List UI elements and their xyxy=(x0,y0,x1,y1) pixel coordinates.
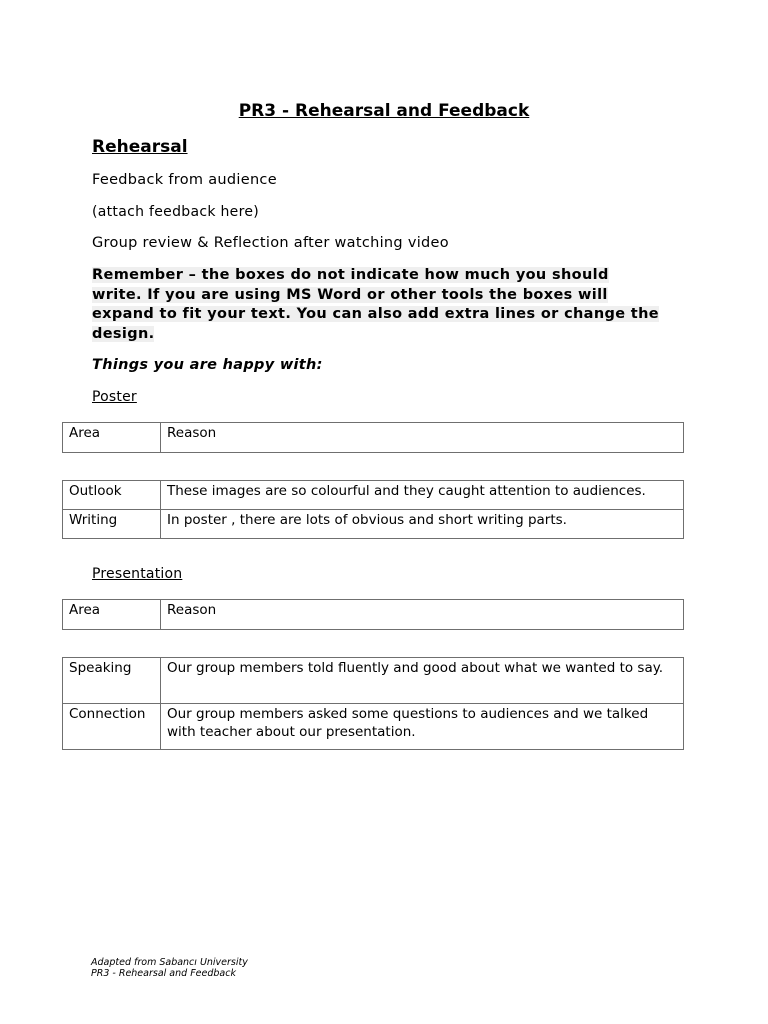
remember-note xyxy=(92,266,692,344)
footer-doc-title: PR3 - Rehearsal and Feedback xyxy=(91,968,236,979)
reason-cell: In poster , there are lots of obvious and short writing parts. xyxy=(161,510,684,539)
poster-table xyxy=(62,480,684,539)
presentation-table xyxy=(62,657,684,750)
feedback-label: Feedback from audience xyxy=(92,172,277,188)
table-row xyxy=(63,481,684,510)
page-title: PR3 - Rehearsal and Feedback xyxy=(238,101,530,121)
reason-cell: Our group members told fluently and good about what we wanted to say. xyxy=(161,658,684,704)
reason-header: Reason xyxy=(161,600,684,630)
area-cell: Connection xyxy=(63,704,161,750)
remember-line: expand to fit your text. You can also add extra lines or change the xyxy=(92,306,659,322)
area-cell: Writing xyxy=(63,510,161,539)
poster-label: Poster xyxy=(92,389,137,405)
table-row xyxy=(63,600,684,630)
area-cell: Speaking xyxy=(63,658,161,704)
happy-with-heading: Things you are happy with: xyxy=(92,357,323,373)
reason-header: Reason xyxy=(161,423,684,453)
attach-note: (attach feedback here) xyxy=(92,204,259,220)
remember-line: design. xyxy=(92,325,155,342)
poster-header-table xyxy=(62,422,684,453)
area-header: Area xyxy=(63,600,161,630)
presentation-label: Presentation xyxy=(92,566,183,582)
remember-line: write. If you are using MS Word or other tools the boxes will xyxy=(92,286,608,303)
table-row xyxy=(63,423,684,453)
table-row xyxy=(63,510,684,539)
reason-cell: These images are so colourful and they caught attention to audiences. xyxy=(161,481,684,510)
table-row xyxy=(63,704,684,750)
remember-line: Remember – the boxes do not indicate how much you should xyxy=(92,267,609,283)
reason-cell: Our group members asked some questions to audiences and we talked with teacher about our presentation. xyxy=(161,704,684,750)
footer-source: Adapted from Sabancı University xyxy=(91,957,248,968)
group-review-label: Group review & Reflection after watching video xyxy=(92,235,449,251)
section-heading: Rehearsal xyxy=(92,137,188,157)
area-header: Area xyxy=(63,423,161,453)
area-cell: Outlook xyxy=(63,481,161,510)
table-row xyxy=(63,658,684,704)
presentation-header-table xyxy=(62,599,684,630)
